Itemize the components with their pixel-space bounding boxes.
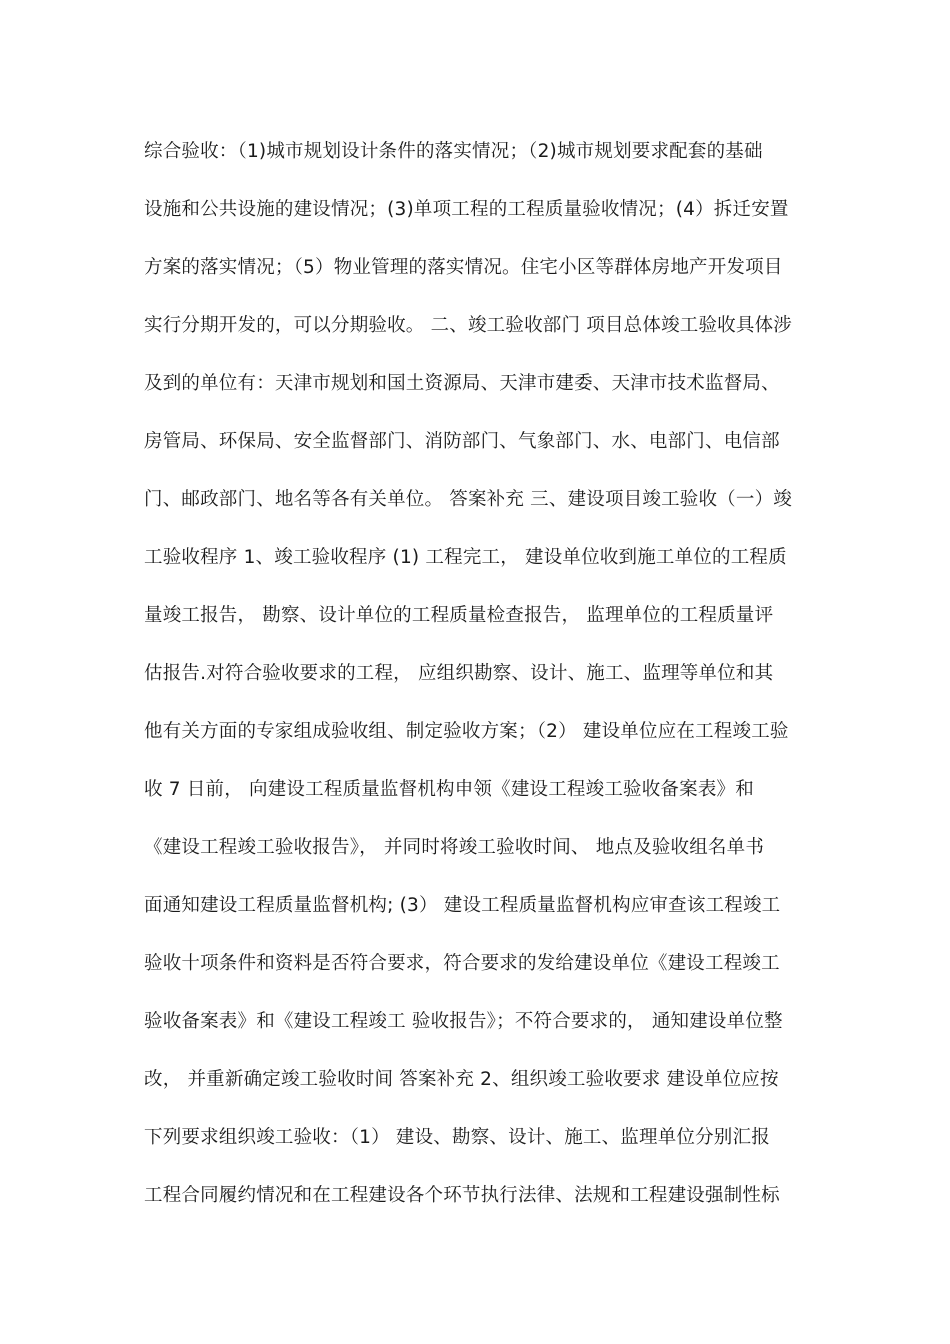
text-line: 改， 并重新确定竣工验收时间 答案补充 2、组织竣工验收要求 建设单位应按: [144, 1069, 779, 1090]
text-line: 《建设工程竣工验收报告》， 并同时将竣工验收时间、 地点及验收组名单书: [144, 837, 765, 858]
text-line: 及到的单位有：天津市规划和国土资源局、天津市建委、天津市技术监督局、: [144, 373, 780, 394]
text-line: 门、邮政部门、地名等各有关单位。 答案补充 三、建设项目竣工验收（一）竣: [144, 489, 792, 510]
text-line: 工程合同履约情况和在工程建设各个环节执行法律、法规和工程建设强制性标: [144, 1185, 780, 1206]
text-line: 面通知建设工程质量监督机构; (3） 建设工程质量监督机构应审查该工程竣工: [144, 895, 781, 916]
text-line: 实行分期开发的，可以分期验收。 二、竣工验收部门 项目总体竣工验收具体涉: [144, 315, 792, 336]
text-line: 验收十项条件和资料是否符合要求，符合要求的发给建设单位《建设工程竣工: [144, 953, 780, 974]
text-line: 综合验收：（1)城市规划设计条件的落实情况；（2)城市规划要求配套的基础: [144, 141, 763, 162]
text-line: 下列要求组织竣工验收：（1） 建设、勘察、设计、施工、监理单位分别汇报: [144, 1127, 770, 1148]
text-line: 他有关方面的专家组成验收组、制定验收方案；（2） 建设单位应在工程竣工验: [144, 721, 789, 742]
body-text: [144, 133, 814, 1235]
text-line: 工验收程序 1、竣工验收程序 (1) 工程完工， 建设单位收到施工单位的工程质: [144, 547, 787, 568]
text-line: 收 7 日前， 向建设工程质量监督机构申领《建设工程竣工验收备案表》和: [144, 779, 754, 800]
text-line: 量竣工报告， 勘察、设计单位的工程质量检查报告， 监理单位的工程质量评: [144, 605, 774, 626]
text-line: 验收备案表》和《建设工程竣工 验收报告》；不符合要求的， 通知建设单位整: [144, 1011, 783, 1032]
text-line: 房管局、环保局、安全监督部门、消防部门、气象部门、水、电部门、电信部: [144, 431, 780, 452]
text-line: 方案的落实情况；（5）物业管理的落实情况。住宅小区等群体房地产开发项目: [144, 257, 783, 278]
text-line: 设施和公共设施的建设情况；(3)单项工程的工程质量验收情况；(4）拆迁安置: [144, 199, 789, 220]
text-line: 估报告.对符合验收要求的工程， 应组织勘察、设计、施工、监理等单位和其: [144, 663, 774, 684]
